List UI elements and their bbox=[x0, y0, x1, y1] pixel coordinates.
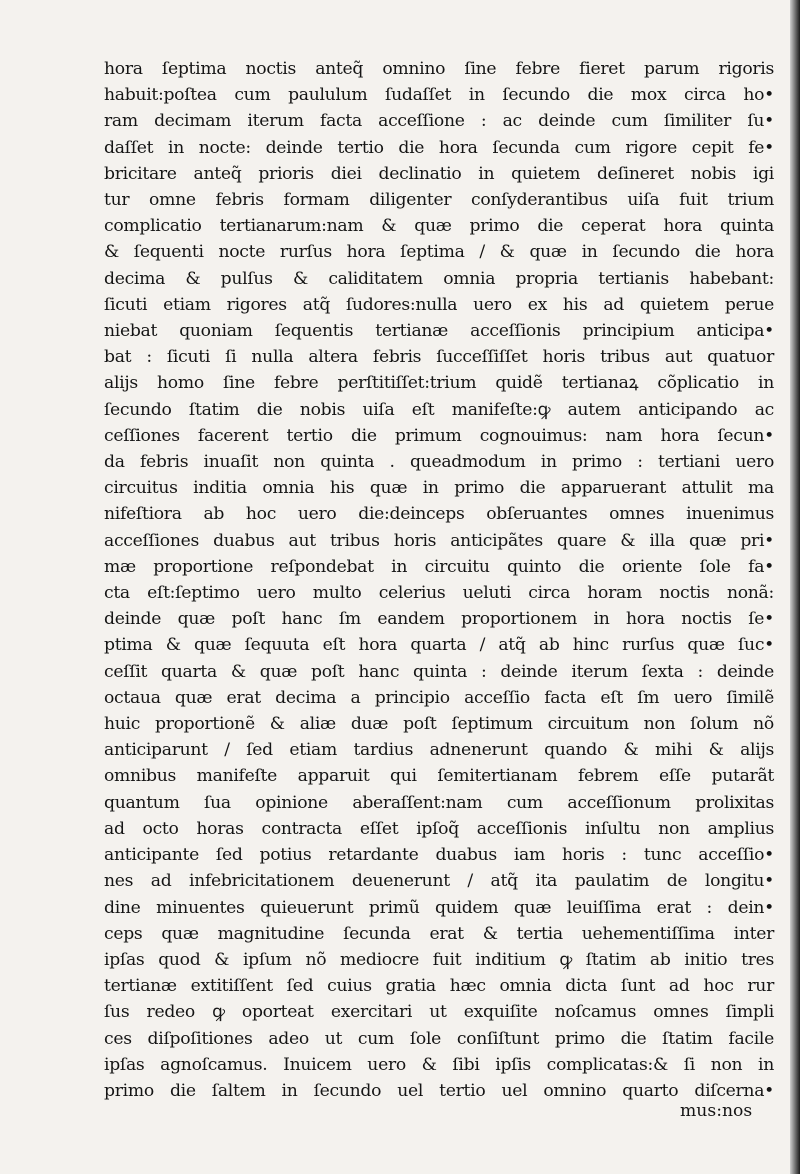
text-line: tur omne febris formam diligenter conſyderantibus uiſa fuit trium bbox=[104, 190, 774, 211]
text-line: quantum ſua opinione aberaſſent:nam cum acceſſionum prolixitas bbox=[104, 792, 774, 813]
text-line: da febris inuaſit non quinta . queadmodum in primo : tertiani uero bbox=[104, 452, 774, 473]
text-line: ceſſiones facerent tertio die primum cognouimus: nam hora ſecun• bbox=[104, 425, 774, 446]
text-line: niebat quoniam ſequentis tertianæ acceſſionis principium anticipa• bbox=[104, 321, 774, 342]
text-line: dine minuentes quieuerunt primũ quidem quæ leuiſſima erat : dein• bbox=[104, 897, 774, 918]
text-line: habuit:poſtea cum paululum ſudaſſet in ſecundo die mox circa ho• bbox=[104, 85, 774, 106]
text-line: bat : ſicuti ſi nulla altera febris ſucceſſiſſet horis tribus aut quatuor bbox=[104, 347, 774, 368]
text-line: ceps quæ magnitudine ſecunda erat & tertia uehementiſſima inter bbox=[104, 923, 774, 944]
text-line: anticipante ſed potius retardante duabus iam horis : tunc acceſſio• bbox=[104, 845, 774, 866]
text-line: bricitare anteq̃ prioris diei declinatio in quietem deſineret nobis igi bbox=[104, 163, 774, 184]
text-line: ceſſit quarta & quæ poſt hanc quinta : deinde iterum ſexta : deinde bbox=[104, 661, 774, 682]
text-line: complicatio tertianarum:nam & quæ primo die ceperat hora quinta bbox=[104, 216, 774, 237]
text-line: hora ſeptima noctis anteq̃ omnino ſine febre fieret parum rigoris bbox=[104, 59, 774, 79]
text-line: ptima & quæ ſequuta eſt hora quarta / atq̃ ab hinc rurſus quæ ſuc• bbox=[104, 635, 774, 656]
text-line: circuitus inditia omnia his quæ in primo die apparuerant attulit ma bbox=[104, 478, 774, 499]
text-line: octaua quæ erat decima a principio acceſſio facta eſt ſm uero ſimilẽ bbox=[104, 687, 774, 708]
body-text bbox=[104, 56, 774, 1104]
text-line: deinde quæ poſt hanc ſm eandem proportionem in hora noctis ſe• bbox=[104, 609, 774, 630]
text-line: cta eſt:ſeptimo uero multo celerius ueluti circa horam noctis nonã: bbox=[104, 583, 774, 604]
text-line: omnibus manifeſte apparuit qui ſemitertianam febrem eſſe putarãt bbox=[104, 766, 774, 787]
text-line: & ſequenti nocte rurſus hora ſeptima / & quæ in ſecundo die hora bbox=[104, 242, 774, 263]
text-line: mæ proportione reſpondebat in circuitu quinto die oriente ſole fa• bbox=[104, 556, 774, 577]
text-line: tertianæ extitiſſent ſed cuius gratia hæc omnia dicta ſunt ad hoc rur bbox=[104, 976, 774, 997]
text-line: primo die ſaltem in ſecundo uel tertio uel omnino quarto diſcerna• bbox=[104, 1080, 774, 1101]
text-line: nifeſtiora ab hoc uero die:deinceps obſeruantes omnes inuenimus bbox=[104, 504, 774, 525]
text-line: ad octo horas contracta eſſet ipſoq̃ acceſſionis inſultu non amplius bbox=[104, 818, 774, 839]
text-line: anticiparunt / ſed etiam tardius adnenerunt quando & mihi & alijs bbox=[104, 740, 774, 761]
text-line: ces diſpoſitiones adeo ut cum ſole conſiſtunt primo die ſtatim facile bbox=[104, 1028, 774, 1049]
page-edge-shadow bbox=[790, 0, 800, 1174]
text-line: ipſas agnoſcamus. Inuicem uero & ſibi ipſis complicatas:& ſi non in bbox=[104, 1054, 774, 1075]
text-line: ram decimam iterum facta acceſſione : ac deinde cum ſimiliter ſu• bbox=[104, 111, 774, 132]
text-line: ſus redeo ꝙ oporteat exercitari ut exquiſite noſcamus omnes ſimpli bbox=[104, 1002, 774, 1023]
text-line: daſſet in nocte: deinde tertio die hora ſecunda cum rigore cepit fe• bbox=[104, 137, 774, 158]
catchword: mus:nos bbox=[680, 1101, 753, 1121]
text-line: acceſſiones duabus aut tribus horis anticipãtes quare & illa quæ pri• bbox=[104, 530, 774, 551]
text-line: huic proportionẽ & aliæ duæ poſt ſeptimum circuitum non ſolum nõ bbox=[104, 714, 774, 735]
text-line: ipſas quod & ipſum nõ mediocre fuit inditium ꝙ ſtatim ab initio tres bbox=[104, 949, 774, 970]
text-line: decima & pulſus & caliditatem omnia propria tertianis habebant: bbox=[104, 268, 774, 289]
text-line: alijs homo ſine febre perſtitiſſet:trium quidẽ tertianaꝝ cõplicatio in bbox=[104, 373, 774, 394]
text-line: ſecundo ſtatim die nobis uiſa eſt manifeſte:ꝙ autem anticipando ac bbox=[104, 399, 774, 420]
text-line: nes ad infebricitationem deuenerunt / atq̃ ita paulatim de longitu• bbox=[104, 871, 774, 892]
text-line: ſicuti etiam rigores atq̃ ſudores:nulla uero ex his ad quietem perue bbox=[104, 294, 774, 315]
